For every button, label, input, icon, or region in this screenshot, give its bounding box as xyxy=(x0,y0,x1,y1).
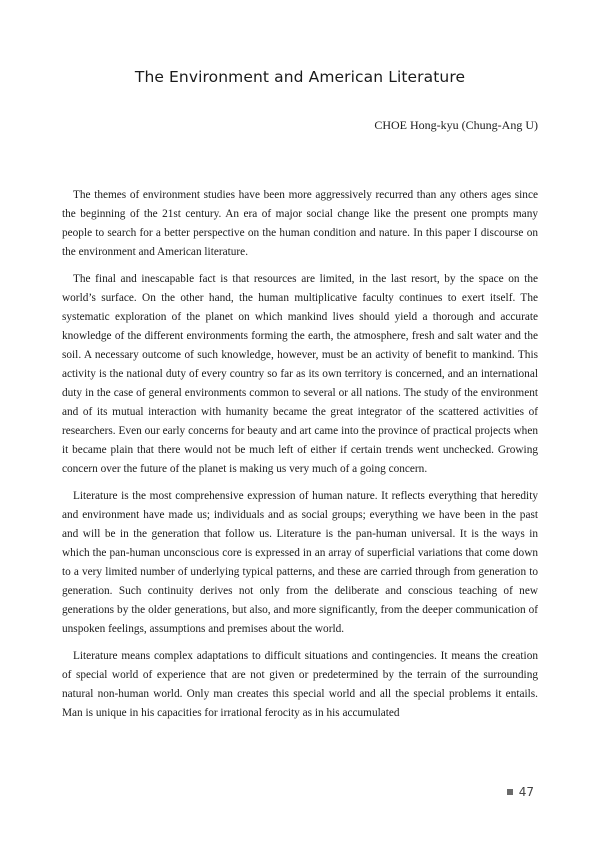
page-number: 47 xyxy=(518,785,534,799)
page-title: The Environment and American Literature xyxy=(134,68,466,86)
author-line: CHOE Hong-kyu (Chung-Ang U) xyxy=(374,118,538,132)
paragraph: Literature means complex adaptations to difficult situations and contingencies. It means the creation of special world of experience that are not given or predetermined by the terrain of the surrounding natural non-human world. Only man creates this special world and all the special problems it entails. Man is unique in his capacities for irrational ferocity as in his accumulated xyxy=(62,650,538,719)
paragraph: The final and inescapable fact is that resources are limited, in the last resort, by the space on the world’s surface. On the other hand, the human multiplicative faculty continues to exert itself. The systematic exploration of the planet on which mankind lives should yield a thorough and accurate knowledge of the different environments forming the earth, the atmosphere, fresh and salt water and the soil. A necessary outcome of such knowledge, however, must be an activity of benefit to mankind. This activity is the national duty of every country so far as its own territory is concerned, and an international duty in the case of general environments common to several or all nations. The study of the environment and of its mutual interaction with humanity became the great integrator of the scattered activities of researchers. Even our early concerns for beauty and art came into the province of practical projects when it became plain that there would not be much left of either if certain trends went unchecked. Growing concern over the future of the planet is making us very much of a going concern. xyxy=(62,273,538,475)
square-bullet-icon xyxy=(507,789,513,795)
paragraph: Literature is the most comprehensive expression of human nature. It reflects everything that heredity and environment have made us; individuals and as social groups; everything we have been in the past and will be in the generation that follow us. Literature is the pan-human universal. It is the ways in which the pan-human unconscious core is expressed in an array of superficial variations that come down to a very limited number of underlying typical patterns, and these are carried through from generation to generation. Such continuity derives not only from the deliberate and conscious teaching of new generations by the older generations, but also, and more significantly, from the deeper communication of unspoken feelings, assumptions and premises about the world. xyxy=(62,490,538,635)
body-text xyxy=(62,186,538,731)
page-footer xyxy=(507,785,534,799)
paragraph: The themes of environment studies have been more aggressively recurred than any others ages since the beginning of the 21st century. An era of major social change like the present one prompts many people to search for a better perspective on the human condition and nature. In this paper I discourse on the environment and American literature. xyxy=(62,189,538,258)
